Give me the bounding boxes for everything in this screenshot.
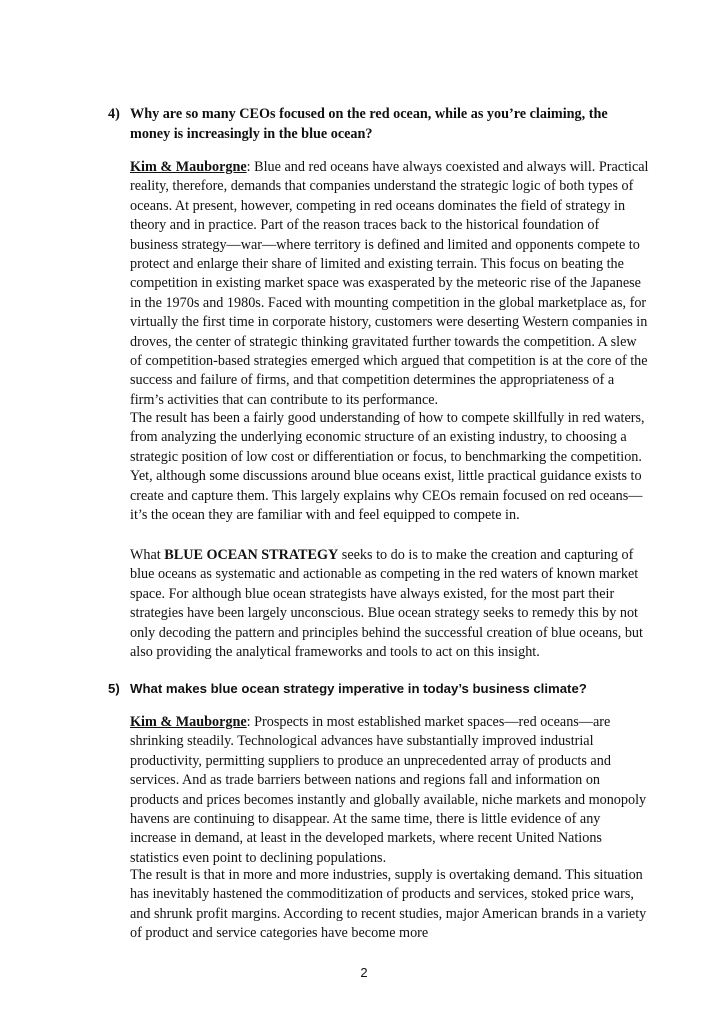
answer-5-text-1: Prospects in most established market spaces—red oceans—are shrinking steadily. Technological advances have substantially improved industrial productivity, permitting suppliers to produce an unprecedented array of products and services. And as trade barriers between nations and regions fall and information on products and prices becomes instantly and globally available, niche markets and monopoly havens are continuing to disappear. At the same time, there is little evidence of any increase in demand, at least in the developed markets, where recent United Nations statistics even point to declining populations. [130,714,647,866]
question-5-number: 5) [108,681,120,696]
blue-ocean-strategy-title: BLUE OCEAN STRATEGY [164,547,339,563]
answer-4-text-3-rest: seeks to do is to make the creation and capturing of blue oceans as systematic and actionable as competing in the red waters of known market space. For although blue ocean strategists have always existed, for the most part their strategies have been largely unconscious. Blue ocean strategy seeks to remedy this by not only decoding the pattern and principles behind the successful creation of blue oceans, but also providing the analytical frameworks and tools to act on this insight. [130,547,643,661]
page-number: 2 [360,965,368,980]
question-5-text: What makes blue ocean strategy imperative in today’s business climate? [130,681,587,696]
answer-5-colon: : [246,714,255,730]
answer-4-text-3-lead: What [130,547,165,563]
question-5 [108,679,648,699]
question-4-text: Why are so many CEOs focused on the red ocean, while as you’re claiming, the money is increasingly in the blue ocean? [130,106,608,142]
answer-4-colon: : [246,159,255,175]
answer-4-speaker: Kim & Mauborgne [130,159,247,175]
answer-4-paragraph-1 [130,158,650,410]
answer-4-text-2: The result has been a fairly good understanding of how to compete skillfully in red waters, from analyzing the underlying economic structure of an existing industry, to choosing a strategic position of low cost or differentiation or focus, to benchmarking the competition. Yet, although some discussions around blue oceans exist, little practical guidance exists to create and capture them. This largely explains why CEOs remain focused on red oceans—it’s the ocean they are familiar with and feel equipped to compete in. [130,410,645,524]
answer-5-speaker: Kim & Mauborgne [130,714,247,730]
question-4 [108,104,648,144]
answer-4-paragraph-3 [130,546,650,662]
answer-5-text-2: The result is that in more and more industries, supply is overtaking demand. This situation has inevitably hastened the commoditization of products and services, stoked price wars, and shrunk profit margins. According to recent studies, major American brands in a variety of product and service categories have become more [130,867,647,942]
answer-4-paragraph-2 [130,409,650,525]
question-4-number: 4) [108,106,120,122]
answer-4-text-1: Blue and red oceans have always coexisted and always will. Practical reality, therefore, demands that companies understand the strategic logic of both types of oceans. At present, however, competing in red oceans dominates the field of strategy in theory and in practice. Part of the reason traces back to the historical foundation of business strategy—war—where territory is defined and limited and opponents compete to protect and enlarge their share of limited and existing terrain. This focus on beating the competition in existing market space was exasperated by the meteoric rise of the Japanese in the 1970s and 1980s. Faced with mounting competition in the global marketplace as, for virtually the first time in corporate history, customers were deserting Western companies in droves, the center of strategic thinking gravitated further towards the competition. A slew of competition-based strategies emerged which argued that competition is at the core of the success and failure of firms, and that competition determines the appropriateness of a firm’s activities that can contribute to its performance. [130,159,649,408]
answer-5-paragraph-2 [130,866,650,944]
answer-5-paragraph-1 [130,713,650,868]
